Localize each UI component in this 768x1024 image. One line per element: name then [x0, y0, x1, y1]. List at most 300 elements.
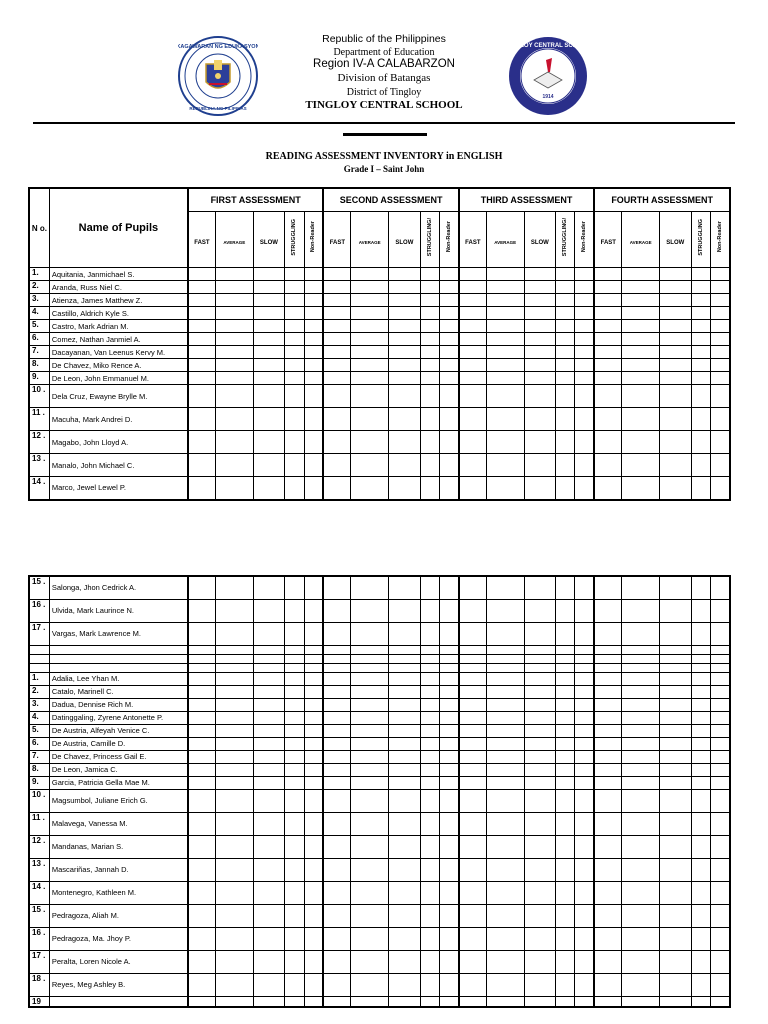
assessment-cell[interactable] — [389, 654, 421, 663]
assessment-cell[interactable] — [215, 408, 253, 431]
assessment-cell[interactable] — [420, 663, 439, 672]
assessment-cell[interactable] — [575, 672, 594, 685]
assessment-cell[interactable] — [188, 698, 216, 711]
assessment-cell[interactable] — [575, 763, 594, 776]
assessment-cell[interactable] — [440, 654, 459, 663]
assessment-cell[interactable] — [524, 711, 556, 724]
assessment-cell[interactable] — [215, 858, 253, 881]
assessment-cell[interactable] — [459, 385, 487, 408]
assessment-cell[interactable] — [188, 835, 216, 858]
assessment-cell[interactable] — [710, 408, 730, 431]
assessment-cell[interactable] — [486, 789, 524, 812]
assessment-cell[interactable] — [285, 737, 304, 750]
assessment-cell[interactable] — [188, 454, 216, 477]
assessment-cell[interactable] — [691, 881, 710, 904]
assessment-cell[interactable] — [323, 268, 351, 281]
assessment-cell[interactable] — [420, 950, 439, 973]
assessment-cell[interactable] — [323, 685, 351, 698]
assessment-cell[interactable] — [524, 950, 556, 973]
assessment-cell[interactable] — [556, 576, 575, 599]
assessment-cell[interactable] — [659, 645, 691, 654]
assessment-cell[interactable] — [215, 724, 253, 737]
assessment-cell[interactable] — [575, 654, 594, 663]
assessment-cell[interactable] — [323, 858, 351, 881]
assessment-cell[interactable] — [285, 385, 304, 408]
assessment-cell[interactable] — [691, 307, 710, 320]
assessment-cell[interactable] — [524, 333, 556, 346]
assessment-cell[interactable] — [188, 663, 216, 672]
assessment-cell[interactable] — [556, 477, 575, 500]
assessment-cell[interactable] — [486, 281, 524, 294]
assessment-cell[interactable] — [710, 645, 730, 654]
assessment-cell[interactable] — [575, 576, 594, 599]
assessment-cell[interactable] — [351, 835, 389, 858]
assessment-cell[interactable] — [440, 904, 459, 927]
assessment-cell[interactable] — [524, 454, 556, 477]
assessment-cell[interactable] — [323, 973, 351, 996]
assessment-cell[interactable] — [575, 454, 594, 477]
assessment-cell[interactable] — [215, 663, 253, 672]
assessment-cell[interactable] — [389, 927, 421, 950]
assessment-cell[interactable] — [594, 789, 622, 812]
assessment-cell[interactable] — [459, 622, 487, 645]
assessment-cell[interactable] — [556, 281, 575, 294]
assessment-cell[interactable] — [420, 454, 439, 477]
assessment-cell[interactable] — [459, 307, 487, 320]
assessment-cell[interactable] — [351, 858, 389, 881]
assessment-cell[interactable] — [285, 359, 304, 372]
assessment-cell[interactable] — [440, 645, 459, 654]
assessment-cell[interactable] — [594, 576, 622, 599]
assessment-cell[interactable] — [440, 763, 459, 776]
assessment-cell[interactable] — [351, 385, 389, 408]
assessment-cell[interactable] — [486, 711, 524, 724]
assessment-cell[interactable] — [351, 294, 389, 307]
assessment-cell[interactable] — [524, 346, 556, 359]
assessment-cell[interactable] — [188, 904, 216, 927]
assessment-cell[interactable] — [575, 408, 594, 431]
assessment-cell[interactable] — [556, 307, 575, 320]
assessment-cell[interactable] — [459, 408, 487, 431]
assessment-cell[interactable] — [575, 372, 594, 385]
assessment-cell[interactable] — [556, 724, 575, 737]
assessment-cell[interactable] — [323, 346, 351, 359]
assessment-cell[interactable] — [351, 359, 389, 372]
assessment-cell[interactable] — [215, 973, 253, 996]
assessment-cell[interactable] — [285, 645, 304, 654]
assessment-cell[interactable] — [575, 431, 594, 454]
assessment-cell[interactable] — [351, 307, 389, 320]
assessment-cell[interactable] — [594, 881, 622, 904]
assessment-cell[interactable] — [323, 835, 351, 858]
assessment-cell[interactable] — [459, 599, 487, 622]
assessment-cell[interactable] — [524, 663, 556, 672]
assessment-cell[interactable] — [691, 372, 710, 385]
assessment-cell[interactable] — [524, 685, 556, 698]
assessment-cell[interactable] — [304, 881, 323, 904]
assessment-cell[interactable] — [304, 307, 323, 320]
assessment-cell[interactable] — [459, 268, 487, 281]
assessment-cell[interactable] — [420, 776, 439, 789]
assessment-cell[interactable] — [323, 281, 351, 294]
assessment-cell[interactable] — [556, 776, 575, 789]
assessment-cell[interactable] — [351, 599, 389, 622]
assessment-cell[interactable] — [285, 835, 304, 858]
assessment-cell[interactable] — [691, 737, 710, 750]
assessment-cell[interactable] — [389, 576, 421, 599]
assessment-cell[interactable] — [622, 698, 660, 711]
assessment-cell[interactable] — [304, 622, 323, 645]
assessment-cell[interactable] — [304, 454, 323, 477]
assessment-cell[interactable] — [575, 645, 594, 654]
assessment-cell[interactable] — [304, 858, 323, 881]
assessment-cell[interactable] — [351, 346, 389, 359]
assessment-cell[interactable] — [524, 294, 556, 307]
assessment-cell[interactable] — [389, 881, 421, 904]
assessment-cell[interactable] — [420, 973, 439, 996]
assessment-cell[interactable] — [323, 294, 351, 307]
assessment-cell[interactable] — [691, 385, 710, 408]
assessment-cell[interactable] — [486, 576, 524, 599]
assessment-cell[interactable] — [440, 477, 459, 500]
assessment-cell[interactable] — [660, 385, 692, 408]
assessment-cell[interactable] — [659, 750, 691, 763]
assessment-cell[interactable] — [524, 576, 556, 599]
assessment-cell[interactable] — [660, 294, 692, 307]
assessment-cell[interactable] — [285, 663, 304, 672]
assessment-cell[interactable] — [710, 333, 730, 346]
assessment-cell[interactable] — [594, 927, 622, 950]
assessment-cell[interactable] — [486, 973, 524, 996]
assessment-cell[interactable] — [556, 711, 575, 724]
assessment-cell[interactable] — [556, 385, 575, 408]
assessment-cell[interactable] — [253, 789, 285, 812]
assessment-cell[interactable] — [188, 431, 216, 454]
assessment-cell[interactable] — [622, 346, 660, 359]
assessment-cell[interactable] — [253, 281, 285, 294]
assessment-cell[interactable] — [215, 698, 253, 711]
assessment-cell[interactable] — [188, 996, 216, 1007]
assessment-cell[interactable] — [253, 698, 285, 711]
assessment-cell[interactable] — [622, 737, 660, 750]
assessment-cell[interactable] — [659, 973, 691, 996]
assessment-cell[interactable] — [459, 996, 487, 1007]
assessment-cell[interactable] — [323, 812, 351, 835]
assessment-cell[interactable] — [285, 431, 304, 454]
assessment-cell[interactable] — [253, 333, 285, 346]
assessment-cell[interactable] — [420, 835, 439, 858]
assessment-cell[interactable] — [556, 346, 575, 359]
assessment-cell[interactable] — [440, 599, 459, 622]
assessment-cell[interactable] — [622, 685, 660, 698]
assessment-cell[interactable] — [351, 685, 389, 698]
assessment-cell[interactable] — [253, 663, 285, 672]
assessment-cell[interactable] — [440, 711, 459, 724]
assessment-cell[interactable] — [323, 654, 351, 663]
assessment-cell[interactable] — [351, 927, 389, 950]
assessment-cell[interactable] — [486, 268, 524, 281]
assessment-cell[interactable] — [285, 973, 304, 996]
assessment-cell[interactable] — [440, 385, 459, 408]
assessment-cell[interactable] — [556, 320, 575, 333]
assessment-cell[interactable] — [351, 268, 389, 281]
assessment-cell[interactable] — [440, 576, 459, 599]
assessment-cell[interactable] — [524, 927, 556, 950]
assessment-cell[interactable] — [323, 576, 351, 599]
assessment-cell[interactable] — [323, 927, 351, 950]
assessment-cell[interactable] — [440, 294, 459, 307]
assessment-cell[interactable] — [691, 294, 710, 307]
assessment-cell[interactable] — [594, 663, 622, 672]
assessment-cell[interactable] — [524, 672, 556, 685]
assessment-cell[interactable] — [486, 372, 524, 385]
assessment-cell[interactable] — [622, 996, 660, 1007]
assessment-cell[interactable] — [556, 372, 575, 385]
assessment-cell[interactable] — [351, 454, 389, 477]
assessment-cell[interactable] — [253, 294, 285, 307]
assessment-cell[interactable] — [594, 672, 622, 685]
assessment-cell[interactable] — [389, 346, 421, 359]
assessment-cell[interactable] — [710, 477, 730, 500]
assessment-cell[interactable] — [440, 268, 459, 281]
assessment-cell[interactable] — [622, 385, 660, 408]
assessment-cell[interactable] — [323, 663, 351, 672]
assessment-cell[interactable] — [575, 750, 594, 763]
assessment-cell[interactable] — [575, 996, 594, 1007]
assessment-cell[interactable] — [440, 950, 459, 973]
assessment-cell[interactable] — [556, 763, 575, 776]
assessment-cell[interactable] — [486, 599, 524, 622]
assessment-cell[interactable] — [486, 724, 524, 737]
assessment-cell[interactable] — [389, 672, 421, 685]
assessment-cell[interactable] — [459, 858, 487, 881]
assessment-cell[interactable] — [486, 359, 524, 372]
assessment-cell[interactable] — [304, 950, 323, 973]
assessment-cell[interactable] — [659, 622, 691, 645]
assessment-cell[interactable] — [351, 996, 389, 1007]
assessment-cell[interactable] — [440, 431, 459, 454]
assessment-cell[interactable] — [622, 294, 660, 307]
assessment-cell[interactable] — [556, 359, 575, 372]
assessment-cell[interactable] — [594, 763, 622, 776]
assessment-cell[interactable] — [594, 724, 622, 737]
assessment-cell[interactable] — [253, 835, 285, 858]
assessment-cell[interactable] — [524, 431, 556, 454]
assessment-cell[interactable] — [622, 789, 660, 812]
assessment-cell[interactable] — [420, 789, 439, 812]
assessment-cell[interactable] — [659, 881, 691, 904]
assessment-cell[interactable] — [524, 750, 556, 763]
assessment-cell[interactable] — [389, 268, 421, 281]
assessment-cell[interactable] — [710, 973, 730, 996]
assessment-cell[interactable] — [440, 320, 459, 333]
assessment-cell[interactable] — [524, 307, 556, 320]
assessment-cell[interactable] — [323, 307, 351, 320]
assessment-cell[interactable] — [351, 812, 389, 835]
assessment-cell[interactable] — [389, 973, 421, 996]
assessment-cell[interactable] — [486, 858, 524, 881]
assessment-cell[interactable] — [486, 927, 524, 950]
assessment-cell[interactable] — [389, 950, 421, 973]
assessment-cell[interactable] — [556, 645, 575, 654]
assessment-cell[interactable] — [253, 672, 285, 685]
assessment-cell[interactable] — [285, 763, 304, 776]
assessment-cell[interactable] — [188, 346, 216, 359]
assessment-cell[interactable] — [556, 268, 575, 281]
assessment-cell[interactable] — [622, 835, 660, 858]
assessment-cell[interactable] — [188, 776, 216, 789]
assessment-cell[interactable] — [215, 776, 253, 789]
assessment-cell[interactable] — [594, 812, 622, 835]
assessment-cell[interactable] — [710, 698, 730, 711]
assessment-cell[interactable] — [691, 268, 710, 281]
assessment-cell[interactable] — [440, 750, 459, 763]
assessment-cell[interactable] — [622, 431, 660, 454]
assessment-cell[interactable] — [440, 835, 459, 858]
assessment-cell[interactable] — [440, 812, 459, 835]
assessment-cell[interactable] — [351, 711, 389, 724]
assessment-cell[interactable] — [304, 672, 323, 685]
assessment-cell[interactable] — [440, 698, 459, 711]
assessment-cell[interactable] — [285, 372, 304, 385]
assessment-cell[interactable] — [659, 776, 691, 789]
assessment-cell[interactable] — [659, 763, 691, 776]
assessment-cell[interactable] — [459, 294, 487, 307]
assessment-cell[interactable] — [285, 576, 304, 599]
assessment-cell[interactable] — [486, 431, 524, 454]
assessment-cell[interactable] — [323, 408, 351, 431]
assessment-cell[interactable] — [389, 737, 421, 750]
assessment-cell[interactable] — [594, 973, 622, 996]
assessment-cell[interactable] — [420, 307, 439, 320]
assessment-cell[interactable] — [575, 294, 594, 307]
assessment-cell[interactable] — [594, 281, 622, 294]
assessment-cell[interactable] — [524, 359, 556, 372]
assessment-cell[interactable] — [188, 927, 216, 950]
assessment-cell[interactable] — [253, 599, 285, 622]
assessment-cell[interactable] — [389, 763, 421, 776]
assessment-cell[interactable] — [691, 454, 710, 477]
assessment-cell[interactable] — [691, 663, 710, 672]
assessment-cell[interactable] — [253, 576, 285, 599]
assessment-cell[interactable] — [459, 927, 487, 950]
assessment-cell[interactable] — [351, 663, 389, 672]
assessment-cell[interactable] — [459, 881, 487, 904]
assessment-cell[interactable] — [323, 385, 351, 408]
assessment-cell[interactable] — [691, 776, 710, 789]
assessment-cell[interactable] — [575, 477, 594, 500]
assessment-cell[interactable] — [659, 724, 691, 737]
assessment-cell[interactable] — [188, 372, 216, 385]
assessment-cell[interactable] — [215, 599, 253, 622]
assessment-cell[interactable] — [285, 904, 304, 927]
assessment-cell[interactable] — [459, 281, 487, 294]
assessment-cell[interactable] — [389, 294, 421, 307]
assessment-cell[interactable] — [575, 711, 594, 724]
assessment-cell[interactable] — [420, 599, 439, 622]
assessment-cell[interactable] — [440, 927, 459, 950]
assessment-cell[interactable] — [486, 307, 524, 320]
assessment-cell[interactable] — [622, 858, 660, 881]
assessment-cell[interactable] — [459, 454, 487, 477]
assessment-cell[interactable] — [304, 835, 323, 858]
assessment-cell[interactable] — [622, 454, 660, 477]
assessment-cell[interactable] — [440, 622, 459, 645]
assessment-cell[interactable] — [459, 654, 487, 663]
assessment-cell[interactable] — [304, 663, 323, 672]
assessment-cell[interactable] — [323, 881, 351, 904]
assessment-cell[interactable] — [556, 927, 575, 950]
assessment-cell[interactable] — [622, 763, 660, 776]
assessment-cell[interactable] — [691, 858, 710, 881]
assessment-cell[interactable] — [659, 904, 691, 927]
assessment-cell[interactable] — [253, 685, 285, 698]
assessment-cell[interactable] — [594, 996, 622, 1007]
assessment-cell[interactable] — [440, 346, 459, 359]
assessment-cell[interactable] — [594, 346, 622, 359]
assessment-cell[interactable] — [285, 685, 304, 698]
assessment-cell[interactable] — [524, 654, 556, 663]
assessment-cell[interactable] — [660, 333, 692, 346]
assessment-cell[interactable] — [420, 268, 439, 281]
assessment-cell[interactable] — [622, 654, 660, 663]
assessment-cell[interactable] — [486, 763, 524, 776]
assessment-cell[interactable] — [389, 711, 421, 724]
assessment-cell[interactable] — [594, 698, 622, 711]
assessment-cell[interactable] — [594, 685, 622, 698]
assessment-cell[interactable] — [594, 750, 622, 763]
assessment-cell[interactable] — [253, 307, 285, 320]
assessment-cell[interactable] — [710, 950, 730, 973]
assessment-cell[interactable] — [659, 672, 691, 685]
assessment-cell[interactable] — [253, 750, 285, 763]
assessment-cell[interactable] — [351, 776, 389, 789]
assessment-cell[interactable] — [691, 333, 710, 346]
assessment-cell[interactable] — [594, 320, 622, 333]
assessment-cell[interactable] — [285, 654, 304, 663]
assessment-cell[interactable] — [440, 359, 459, 372]
assessment-cell[interactable] — [524, 835, 556, 858]
assessment-cell[interactable] — [389, 724, 421, 737]
assessment-cell[interactable] — [188, 294, 216, 307]
assessment-cell[interactable] — [710, 858, 730, 881]
assessment-cell[interactable] — [710, 307, 730, 320]
assessment-cell[interactable] — [304, 359, 323, 372]
assessment-cell[interactable] — [622, 645, 660, 654]
assessment-cell[interactable] — [285, 996, 304, 1007]
assessment-cell[interactable] — [575, 685, 594, 698]
assessment-cell[interactable] — [323, 454, 351, 477]
assessment-cell[interactable] — [622, 268, 660, 281]
assessment-cell[interactable] — [253, 408, 285, 431]
assessment-cell[interactable] — [486, 645, 524, 654]
assessment-cell[interactable] — [659, 663, 691, 672]
assessment-cell[interactable] — [622, 622, 660, 645]
assessment-cell[interactable] — [304, 599, 323, 622]
assessment-cell[interactable] — [594, 950, 622, 973]
assessment-cell[interactable] — [215, 333, 253, 346]
assessment-cell[interactable] — [323, 622, 351, 645]
assessment-cell[interactable] — [351, 576, 389, 599]
assessment-cell[interactable] — [304, 320, 323, 333]
assessment-cell[interactable] — [253, 372, 285, 385]
assessment-cell[interactable] — [440, 881, 459, 904]
assessment-cell[interactable] — [575, 835, 594, 858]
assessment-cell[interactable] — [459, 645, 487, 654]
assessment-cell[interactable] — [188, 408, 216, 431]
assessment-cell[interactable] — [440, 281, 459, 294]
assessment-cell[interactable] — [389, 663, 421, 672]
